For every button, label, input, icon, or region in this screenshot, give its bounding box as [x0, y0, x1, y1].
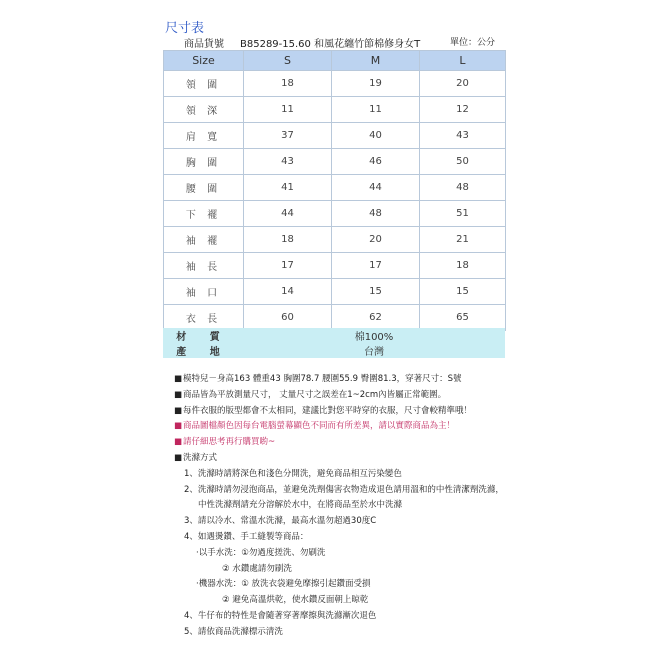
square-bullet-icon: ■ [174, 421, 183, 432]
note-color-warning: ■商品圖檔顏色因每台電腦螢幕顯色不同而有所差異，請以實際商品為主！ [174, 419, 644, 435]
cell-s: 14 [244, 279, 332, 305]
table-row [164, 71, 506, 97]
row-label: 腰 圍 [164, 175, 244, 201]
cell-m: 15 [332, 279, 420, 305]
header-s: S [244, 51, 332, 71]
row-label: 袖 襬 [164, 227, 244, 253]
table-row [164, 279, 506, 305]
unit-label: 單位：公分 [450, 38, 496, 48]
wash-step-1: 1、洗滌時請將深色和淺色分開洗，避免商品相互污染變色 [184, 468, 402, 479]
header-l: L [420, 51, 506, 71]
cell-m: 20 [332, 227, 420, 253]
machine-wash-1: ·機器水洗：① 放洗衣袋避免摩擦引起鑽面受損 [196, 579, 371, 590]
wash-step-2-cont: 中性洗滌劑請充分溶解於水中，在將商品至於水中洗滌 [198, 500, 403, 511]
row-label: 下 襬 [164, 201, 244, 227]
header-m: M [332, 51, 420, 71]
note-fit: ■每件衣服的版型都會不太相同，建議比對您平時穿的衣服，尺寸會較精準哦！ [174, 404, 644, 420]
cell-s: 60 [244, 305, 332, 331]
cell-s: 17 [244, 253, 332, 279]
table-row [164, 253, 506, 279]
origin-value: 台灣 [364, 347, 384, 358]
machine-wash-2: ② 避免高溫烘乾，使水鑽反面朝上晾乾 [222, 595, 369, 606]
origin-row [163, 343, 505, 358]
cell-l: 18 [420, 253, 506, 279]
hand-wash-1: ·以手水洗：①勿過度搓洗、勿刷洗 [196, 547, 326, 558]
table-row [164, 227, 506, 253]
cell-s: 37 [244, 123, 332, 149]
cell-l: 65 [420, 305, 506, 331]
wash-title: ■洗滌方式 [174, 451, 644, 467]
row-label: 袖 口 [164, 279, 244, 305]
origin-label: 產 地 [176, 347, 230, 358]
notes-section [174, 372, 644, 641]
cell-m: 19 [332, 71, 420, 97]
size-table [163, 50, 506, 331]
table-row [164, 305, 506, 331]
material-value: 棉100% [354, 332, 394, 343]
note-model: ■模特兒－身高163 體重43 胸圍78.7 腰圍55.9 臀圍81.3，穿著尺寸：S號 [174, 372, 644, 388]
table-row [164, 149, 506, 175]
cell-m: 48 [332, 201, 420, 227]
row-label: 衣 長 [164, 305, 244, 331]
cell-l: 50 [420, 149, 506, 175]
cell-l: 43 [420, 123, 506, 149]
cell-s: 41 [244, 175, 332, 201]
cell-l: 20 [420, 71, 506, 97]
material-table [163, 328, 505, 358]
cell-l: 51 [420, 201, 506, 227]
cell-s: 44 [244, 201, 332, 227]
cell-l: 21 [420, 227, 506, 253]
row-label: 領 深 [164, 97, 244, 123]
wash-step-label: 5、請依商品洗滌標示清洗 [184, 626, 283, 637]
cell-m: 40 [332, 123, 420, 149]
table-row [164, 201, 506, 227]
square-bullet-icon: ■ [174, 437, 183, 448]
note-measure: ■商品皆為平放測量尺寸， 丈量尺寸之誤差在1~2cm內皆屬正常範圍。 [174, 388, 644, 404]
row-label: 胸 圍 [164, 149, 244, 175]
cell-s: 43 [244, 149, 332, 175]
page-title: 尺寸表 [165, 21, 205, 36]
row-label: 肩 寬 [164, 123, 244, 149]
cell-s: 11 [244, 97, 332, 123]
square-bullet-icon: ■ [174, 374, 183, 384]
product-meta-row [162, 33, 504, 49]
wash-step-3: 3、請以冷水、常溫水洗滌，最高水溫勿超過30度C [184, 516, 377, 527]
cell-l: 48 [420, 175, 506, 201]
material-row [163, 328, 505, 343]
product-code: B85289-15.60 和風花纏竹節棉修身女T [240, 39, 421, 50]
cell-s: 18 [244, 71, 332, 97]
cell-m: 44 [332, 175, 420, 201]
square-bullet-icon: ■ [174, 389, 183, 400]
product-code-label: 商品貨號 [184, 39, 224, 50]
wash-step-2: 2、洗滌時請勿浸泡商品，並避免洗劑傷害衣物造成退色請用溫和的中性清潔劑洗滌， [184, 484, 504, 495]
material-label: 材 質 [176, 332, 230, 343]
cell-s: 18 [244, 227, 332, 253]
row-label: 袖 長 [164, 253, 244, 279]
row-label: 領 圍 [164, 71, 244, 97]
square-bullet-icon: ■ [174, 405, 183, 416]
size-table-header [164, 51, 506, 71]
table-row [164, 97, 506, 123]
note-read-carefully: ■請仔細思考再行購買喲~ [174, 435, 644, 451]
cell-m: 17 [332, 253, 420, 279]
hand-wash-2: ② 水鑽處請勿刷洗 [222, 563, 292, 574]
cell-l: 12 [420, 97, 506, 123]
cell-l: 15 [420, 279, 506, 305]
header-size: Size [164, 51, 244, 71]
wash-step-4: 4、如遇燙鑽、手工縫製等商品： [184, 531, 309, 542]
wash-step-denim: 4、牛仔布的特性是會隨著穿著摩擦與洗滌漸次退色 [184, 610, 377, 621]
cell-m: 46 [332, 149, 420, 175]
table-row [164, 123, 506, 149]
cell-m: 11 [332, 97, 420, 123]
table-row [164, 175, 506, 201]
square-bullet-icon: ■ [174, 452, 183, 463]
cell-m: 62 [332, 305, 420, 331]
